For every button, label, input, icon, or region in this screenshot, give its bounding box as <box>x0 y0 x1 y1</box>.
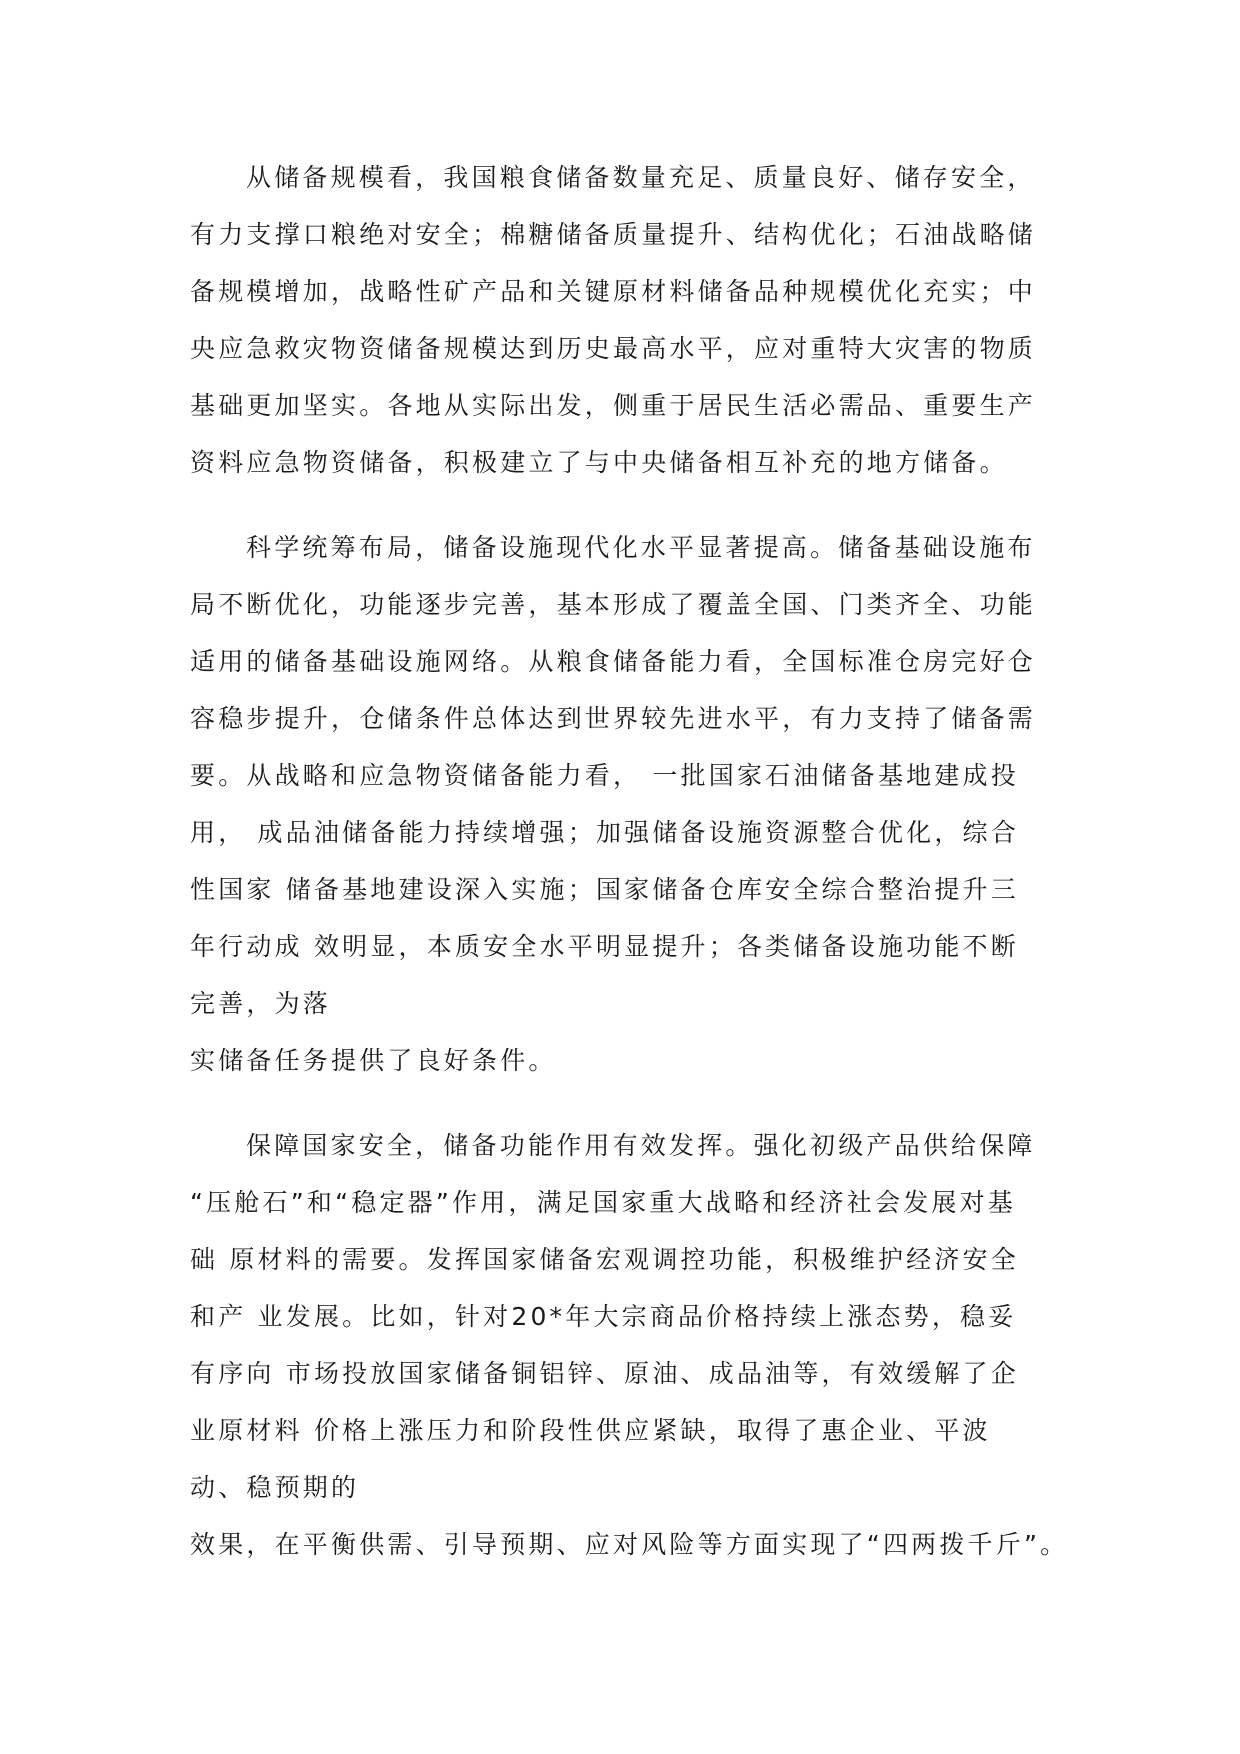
paragraph-2-line-8: 年行动成 效明显，本质安全水平明显提升；各类储备设施功能不断 <box>190 932 1019 961</box>
paragraph-2-line-3: 适用的储备基础设施网络。从粮食储备能力看，全国标准仓房完好仓 <box>190 647 1037 676</box>
paragraph-2-line-5: 要。从战略和应急物资储备能力看， 一批国家石油储备基地建成投 <box>190 761 1019 790</box>
paragraph-2-line-10: 实储备任务提供了良好条件。 <box>190 1046 557 1075</box>
paragraph-3-line-6: 业原材料 价格上涨压力和阶段性供应紧缺，取得了惠企业、平波 <box>190 1416 991 1445</box>
paragraph-1-line-5: 基础更加坚实。各地从实际出发，侧重于居民生活必需品、重要生产 <box>190 391 1037 420</box>
paragraph-1-line-4: 央应急救灾物资储备规模达到历史最高水平，应对重特大灾害的物质 <box>190 334 1037 363</box>
paragraph-1-line-6: 资料应急物资储备，积极建立了与中央储备相互补充的地方储备。 <box>190 448 1008 477</box>
paragraph-2-line-9: 完善，为落 <box>190 989 332 1018</box>
paragraph-2-line-6: 用， 成品油储备能力持续增强；加强储备设施资源整合优化，综合 <box>190 818 1019 847</box>
paragraph-1-line-2: 有力支撑口粮绝对安全；棉糖储备质量提升、结构优化；石油战略储 <box>190 220 1037 249</box>
paragraph-3-line-4: 和产 业发展。比如，针对20*年大宗商品价格持续上涨态势，稳妥 <box>190 1302 1017 1331</box>
paragraph-2-line-2: 局不断优化，功能逐步完善，基本形成了覆盖全国、门类齐全、功能 <box>190 590 1037 619</box>
paragraph-3-line-5: 有序向 市场投放国家储备铜铝锌、原油、成品油等，有效缓解了企 <box>190 1359 1019 1388</box>
paragraph-2-line-7: 性国家 储备基地建设深入实施；国家储备仓库安全综合整治提升三 <box>190 875 1019 904</box>
paragraph-2-line-4: 容稳步提升，仓储条件总体达到世界较先进水平，有力支持了储备需 <box>190 704 1037 733</box>
paragraph-3-line-7: 动、稳预期的 <box>190 1473 360 1502</box>
paragraph-1-line-1: 从储备规模看，我国粮食储备数量充足、质量良好、储存安全， <box>246 163 1036 192</box>
paragraph-3-line-8: 效果，在平衡供需、引导预期、应对风险等方面实现了“四两拨千斤”。 <box>190 1530 1069 1559</box>
paragraph-3-line-3: 础 原材料的需要。发挥国家储备宏观调控功能，积极维护经济安全 <box>190 1245 1019 1274</box>
paragraph-3-line-2: “压舱石”和“稳定器”作用，满足国家重大战略和经济社会发展对基 <box>190 1188 1017 1217</box>
paragraph-1-line-3: 备规模增加，战略性矿产品和关键原材料储备品种规模优化充实；中 <box>190 277 1037 306</box>
paragraph-2-line-1: 科学统筹布局，储备设施现代化水平显著提高。储备基础设施布 <box>246 533 1036 562</box>
paragraph-3-line-1: 保障国家安全，储备功能作用有效发挥。强化初级产品供给保障 <box>246 1131 1036 1160</box>
